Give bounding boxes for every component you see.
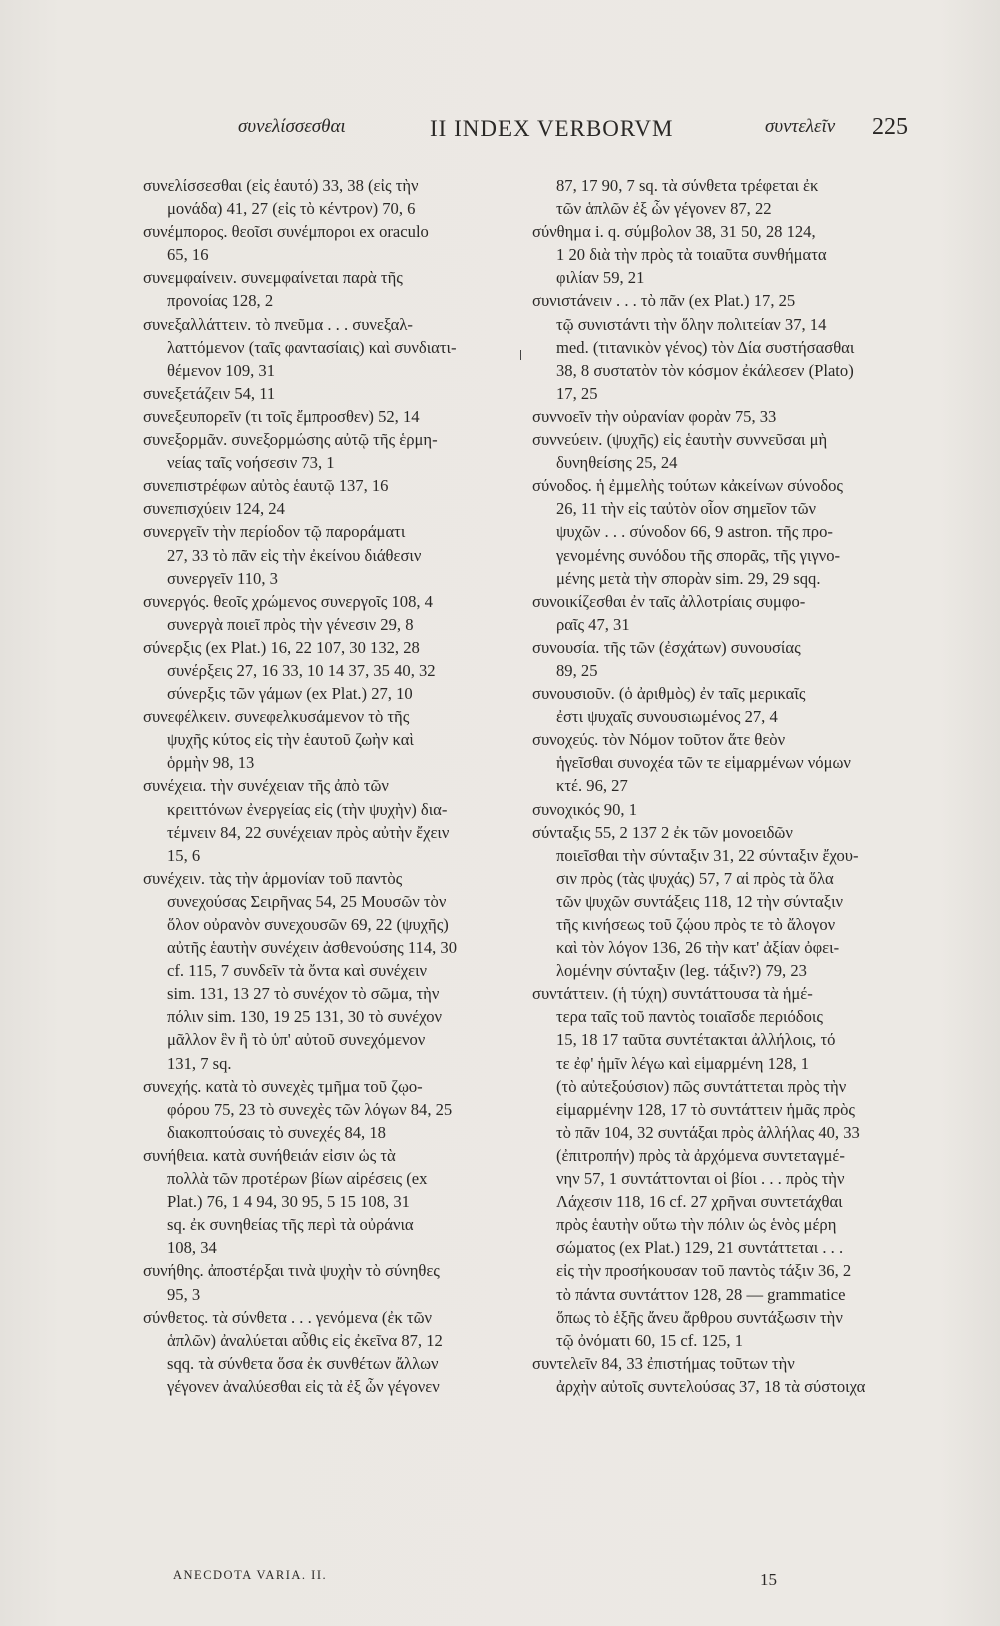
index-line: καὶ τὸν λόγον 136, 26 τὴν κατ' ἀξίαν ὀφει-: [556, 938, 840, 958]
index-line: συνήθης. ἀποστέρξαι τινὰ ψυχὴν τὸ σύνηθες: [143, 1261, 440, 1281]
index-line: συνουσιοῦν. (ὁ ἀριθμὸς) ἐν ταῖς μερικαῖς: [532, 684, 806, 704]
index-line: 87, 17 90, 7 sq. τὰ σύνθετα τρέφεται ἐκ: [556, 176, 819, 195]
index-line: Λάχεσιν 118, 16 cf. 27 χρῆναι συντετάχθαι: [556, 1192, 843, 1212]
index-line: συνέρξεις 27, 16 33, 10 14 37, 35 40, 32: [167, 660, 436, 680]
index-line: sim. 131, 13 27 τὸ συνέχον τὸ σῶμα, τὴν: [167, 984, 440, 1004]
index-line: συντάττειν. (ἡ τύχη) συντάττουσα τὰ ἡμέ-: [532, 984, 813, 1004]
index-line: τῶν ἁπλῶν ἐξ ὧν γέγονεν 87, 22: [556, 199, 772, 219]
right-column: [532, 174, 908, 1398]
index-line: λαττόμενον (ταῖς φαντασίαις) καὶ συνδιατι-: [167, 337, 457, 357]
index-line: συνεργὰ ποιεῖ πρὸς τὴν γένεσιν 29, 8: [167, 614, 414, 634]
index-line: 89, 25: [556, 660, 598, 680]
index-line: ψυχῶν . . . σύνοδον 66, 9 astron. τῆς προ-: [556, 522, 833, 542]
index-line: med. (τιτανικὸν γένος) τὸν Δία συστήσασθαι: [556, 337, 855, 357]
index-line: συνεργός. θεοῖς χρώμενος συνεργοῖς 108, 4: [143, 591, 433, 611]
index-line: συνοχεύς. τὸν Νόμον τοῦτον ἅτε θεὸν: [532, 730, 786, 750]
index-line: συνιστάνειν . . . τὸ πᾶν (ex Plat.) 17, 25: [532, 291, 796, 311]
index-line: συνουσία. τῆς τῶν (ἐσχάτων) συνουσίας: [532, 637, 801, 657]
left-guideword: συνελίσσεσθαι: [238, 116, 346, 137]
index-line: κρειττόνων ἐνεργείας εἰς (τὴν ψυχὴν) δια-: [167, 799, 448, 819]
index-line: συνοχικός 90, 1: [532, 799, 637, 819]
index-line: αὐτῆς ἑαυτὴν συνέχειν ἀσθενούσης 114, 30: [167, 938, 458, 958]
index-line: θέμενον 109, 31: [167, 360, 276, 380]
index-line: ποιεῖσθαι τὴν σύνταξιν 31, 22 σύνταξιν ἔχου-: [556, 845, 859, 865]
index-line: 1 20 διὰ τὴν πρὸς τὰ τοιαῦτα συνθήματα: [556, 245, 827, 265]
index-line: ψυχῆς κύτος εἰς τὴν ἑαυτοῦ ζωὴν καὶ: [167, 730, 414, 750]
index-line: συνεφέλκειν. συνεφελκυσάμενον τὸ τῆς: [143, 707, 410, 727]
index-line: Plat.) 76, 1 4 94, 30 95, 5 15 108, 31: [167, 1192, 410, 1212]
index-line: συνεργεῖν 110, 3: [167, 568, 278, 588]
index-line: 95, 3: [167, 1284, 201, 1304]
index-line: τέμνειν 84, 22 συνέχειαν πρὸς αὐτὴν ἔχειν: [167, 822, 450, 842]
index-line: σύνερξις τῶν γάμων (ex Plat.) 27, 10: [167, 684, 413, 704]
page-number: 225: [872, 114, 908, 140]
index-line: λομένην σύνταξιν (leg. τάξιν?) 79, 23: [556, 961, 807, 981]
index-line: πόλιν sim. 130, 19 25 131, 30 τὸ συνέχον: [167, 1007, 443, 1027]
index-line: 38, 8 συστατὸν τὸν κόσμον ἐκάλεσεν (Plato): [556, 360, 854, 380]
index-line: συνεπιστρέφων αὐτὸς ἑαυτῷ 137, 16: [143, 476, 389, 496]
index-line: ὅπως τὸ ἑξῆς ἄνευ ἄρθρου συντάξωσιν τὴν: [556, 1307, 843, 1327]
index-line: ἐστι ψυχαῖς συνουσιωμένος 27, 4: [556, 707, 778, 727]
index-line: μονάδα) 41, 27 (εἰς τὸ κέντρον) 70, 6: [167, 199, 416, 219]
index-line: cf. 115, 7 συνδεῖν τὰ ὄντα καὶ συνέχειν: [167, 961, 428, 981]
index-line: συντελεῖν 84, 33 ἐπιστήμας τοῦτων τὴν: [532, 1353, 795, 1373]
index-line: δυνηθείσης 25, 24: [556, 453, 678, 473]
index-line: διακοπτούσαις τὸ συνεχές 84, 18: [167, 1122, 386, 1142]
index-line: τε ἐφ' ἡμῖν λέγω καὶ εἱμαρμένη 128, 1: [556, 1053, 810, 1073]
index-line: συνεξαλλάττειν. τὸ πνεῦμα . . . συνεξαλ-: [143, 314, 413, 334]
index-line: 108, 34: [167, 1238, 217, 1258]
index-line: sqq. τὰ σύνθετα ὅσα ἐκ συνθέτων ἄλλων: [167, 1353, 439, 1373]
index-line: ὁρμὴν 98, 13: [167, 753, 255, 773]
index-line: συννοεῖν τὴν οὐρανίαν φορὰν 75, 33: [532, 406, 777, 426]
index-line: συνεχούσας Σειρῆνας 54, 25 Μουσῶν τὸν: [167, 891, 447, 911]
index-line: συνεξορμᾶν. συνεξορμώσης αὐτῷ τῆς ἑρμη-: [143, 430, 438, 450]
index-line: συνοικίζεσθαι ἐν ταῖς ἀλλοτρίαις συμφο-: [532, 591, 806, 611]
index-line: γενομένης συνόδου τῆς σπορᾶς, τῆς γιγνο-: [556, 545, 841, 565]
index-line: συνεπισχύειν 124, 24: [143, 499, 285, 519]
index-line: συνέχεια. τὴν συνέχειαν τῆς ἀπὸ τῶν: [143, 776, 389, 796]
margin-mark: [520, 350, 521, 360]
right-guideword: συντελεῖν: [765, 116, 836, 137]
index-line: τῷ ὀνόματι 60, 15 cf. 125, 1: [556, 1330, 744, 1350]
index-line: τῶν ψυχῶν συντάξεις 118, 12 τὴν σύνταξιν: [556, 891, 844, 911]
index-line: (τὸ αὐτεξούσιον) πῶς συντάττεται πρὸς τὴν: [556, 1076, 847, 1096]
index-line: συνελίσσεσθαι (εἰς ἑαυτό) 33, 38 (εἰς τὴν: [143, 176, 419, 195]
index-line: συνεργεῖν τὴν περίοδον τῷ παροράματι: [143, 522, 406, 542]
index-line: ἀρχὴν αὐτοῖς συντελούσας 37, 18 τὰ σύστοιχα: [556, 1376, 866, 1396]
index-line: νην 57, 1 συντάττονται οἱ βίοι . . . πρὸς τὴν: [556, 1169, 845, 1189]
index-line: τὸ πᾶν 104, 32 συντάξαι πρὸς ἀλλήλας 40, 33: [556, 1122, 860, 1142]
running-head: [0, 116, 1000, 156]
index-line: συνεξετάζειν 54, 11: [143, 383, 276, 403]
index-line: 27, 33 τὸ πᾶν εἰς τὴν ἐκείνου διάθεσιν: [167, 545, 422, 565]
index-line: σώματος (ex Plat.) 129, 21 συντάττεται . . .: [556, 1238, 844, 1258]
signature-mark: ANECDOTA VARIA. II.: [173, 1568, 328, 1582]
left-column: [143, 174, 508, 1398]
index-line: 131, 7 sq.: [167, 1053, 232, 1073]
index-line: ἁπλῶν) ἀναλύεται αὖθις εἰς ἐκεῖνα 87, 12: [167, 1330, 443, 1350]
index-line: 15, 18 17 ταῦτα συντέτακται ἀλλήλοις, τό: [556, 1030, 836, 1050]
index-line: ὅλον οὐρανὸν συνεχουσῶν 69, 22 (ψυχῆς): [167, 915, 449, 934]
index-line: πρὸς ἑαυτὴν οὕτω τὴν πόλιν ὡς ἑνὸς μέρη: [556, 1215, 837, 1235]
index-line: μένης μετὰ τὴν σπορὰν sim. 29, 29 sqq.: [556, 568, 821, 588]
index-line: συνέμπορος. θεοῖσι συνέμποροι ex oraculo: [143, 222, 429, 242]
index-line: 15, 6: [167, 845, 201, 865]
index-line: φόρου 75, 23 τὸ συνεχὲς τῶν λόγων 84, 25: [167, 1099, 453, 1119]
index-line: τῆς κινήσεως τοῦ ζῴου πρὸς τε τὸ ἄλογον: [556, 915, 836, 934]
index-line: νείας ταῖς νοήσεσιν 73, 1: [167, 453, 335, 473]
index-line: 65, 16: [167, 245, 209, 265]
index-line: sq. ἐκ συνηθείας τῆς περὶ τὰ οὐράνια: [167, 1215, 414, 1235]
index-line: μᾶλλον ἓν ἢ τὸ ὑπ' αὐτοῦ συνεχόμενον: [167, 1030, 426, 1050]
index-line: ἡγεῖσθαι συνοχέα τῶν τε εἱμαρμένων νόμων: [556, 753, 851, 773]
index-line: προνοίας 128, 2: [167, 291, 274, 311]
index-line: σύνοδος. ἡ ἐμμελὴς τούτων κἀκείνων σύνοδος: [532, 476, 843, 496]
index-line: φιλίαν 59, 21: [556, 268, 645, 288]
index-line: εἰς τὴν προσήκουσαν τοῦ παντὸς τάξιν 36, 2: [556, 1261, 852, 1281]
index-line: συνεξευπορεῖν (τι τοῖς ἔμπροσθεν) 52, 14: [143, 406, 420, 426]
index-line: συνέχειν. τὰς τὴν ἁρμονίαν τοῦ παντὸς: [143, 868, 403, 888]
index-line: 26, 11 τὴν εἰς ταὐτὸν οἷον σημεῖον τῶν: [556, 499, 817, 519]
index-line: (ἐπιτροπήν) πρὸς τὰ ἀρχόμενα συντεταγμέ-: [556, 1145, 845, 1165]
index-line: σύνθημα i. q. σύμβολον 38, 31 50, 28 124,: [532, 222, 816, 242]
index-line: σύνερξις (ex Plat.) 16, 22 107, 30 132, 28: [143, 637, 420, 657]
index-line: εἱμαρμένην 128, 17 τὸ συντάττειν ἡμᾶς πρὸς: [556, 1099, 856, 1119]
index-line: συνεμφαίνειν. συνεμφαίνεται παρὰ τῆς: [143, 268, 403, 288]
gathering-number: 15: [760, 1570, 777, 1589]
index-line: τερα ταῖς τοῦ παντὸς τοιαῖσδε περιόδοις: [556, 1007, 823, 1027]
index-title: II INDEX VERBORVM: [430, 116, 674, 141]
index-line: πολλὰ τῶν προτέρων βίων αἱρέσεις (ex: [167, 1169, 428, 1189]
index-line: γέγονεν ἀναλύεσθαι εἰς τὰ ἐξ ὧν γέγονεν: [167, 1376, 440, 1396]
index-line: τὸ πάντα συντάττον 128, 28 — grammatice: [556, 1284, 846, 1304]
index-line: συννεύειν. (ψυχῆς) εἰς ἑαυτὴν συννεῦσαι μὴ: [532, 430, 828, 450]
index-line: συνεχής. κατὰ τὸ συνεχὲς τμῆμα τοῦ ζῳο-: [143, 1076, 423, 1096]
index-line: 17, 25: [556, 383, 598, 403]
index-line: σύνθετος. τὰ σύνθετα . . . γενόμενα (ἐκ τῶν: [143, 1307, 433, 1327]
index-line: σύνταξις 55, 2 137 2 ἐκ τῶν μονοειδῶν: [532, 822, 793, 842]
index-line: κτέ. 96, 27: [556, 776, 628, 796]
index-line: συνήθεια. κατὰ συνήθειάν εἰσιν ὡς τὰ: [143, 1145, 396, 1165]
index-line: τῷ συνιστάντι τὴν ὅλην πολιτείαν 37, 14: [556, 314, 827, 334]
index-line: σιν πρὸς (τὰς ψυχάς) 57, 7 αἱ πρὸς τὰ ὅλα: [556, 868, 834, 888]
index-line: ραῖς 47, 31: [556, 614, 630, 634]
